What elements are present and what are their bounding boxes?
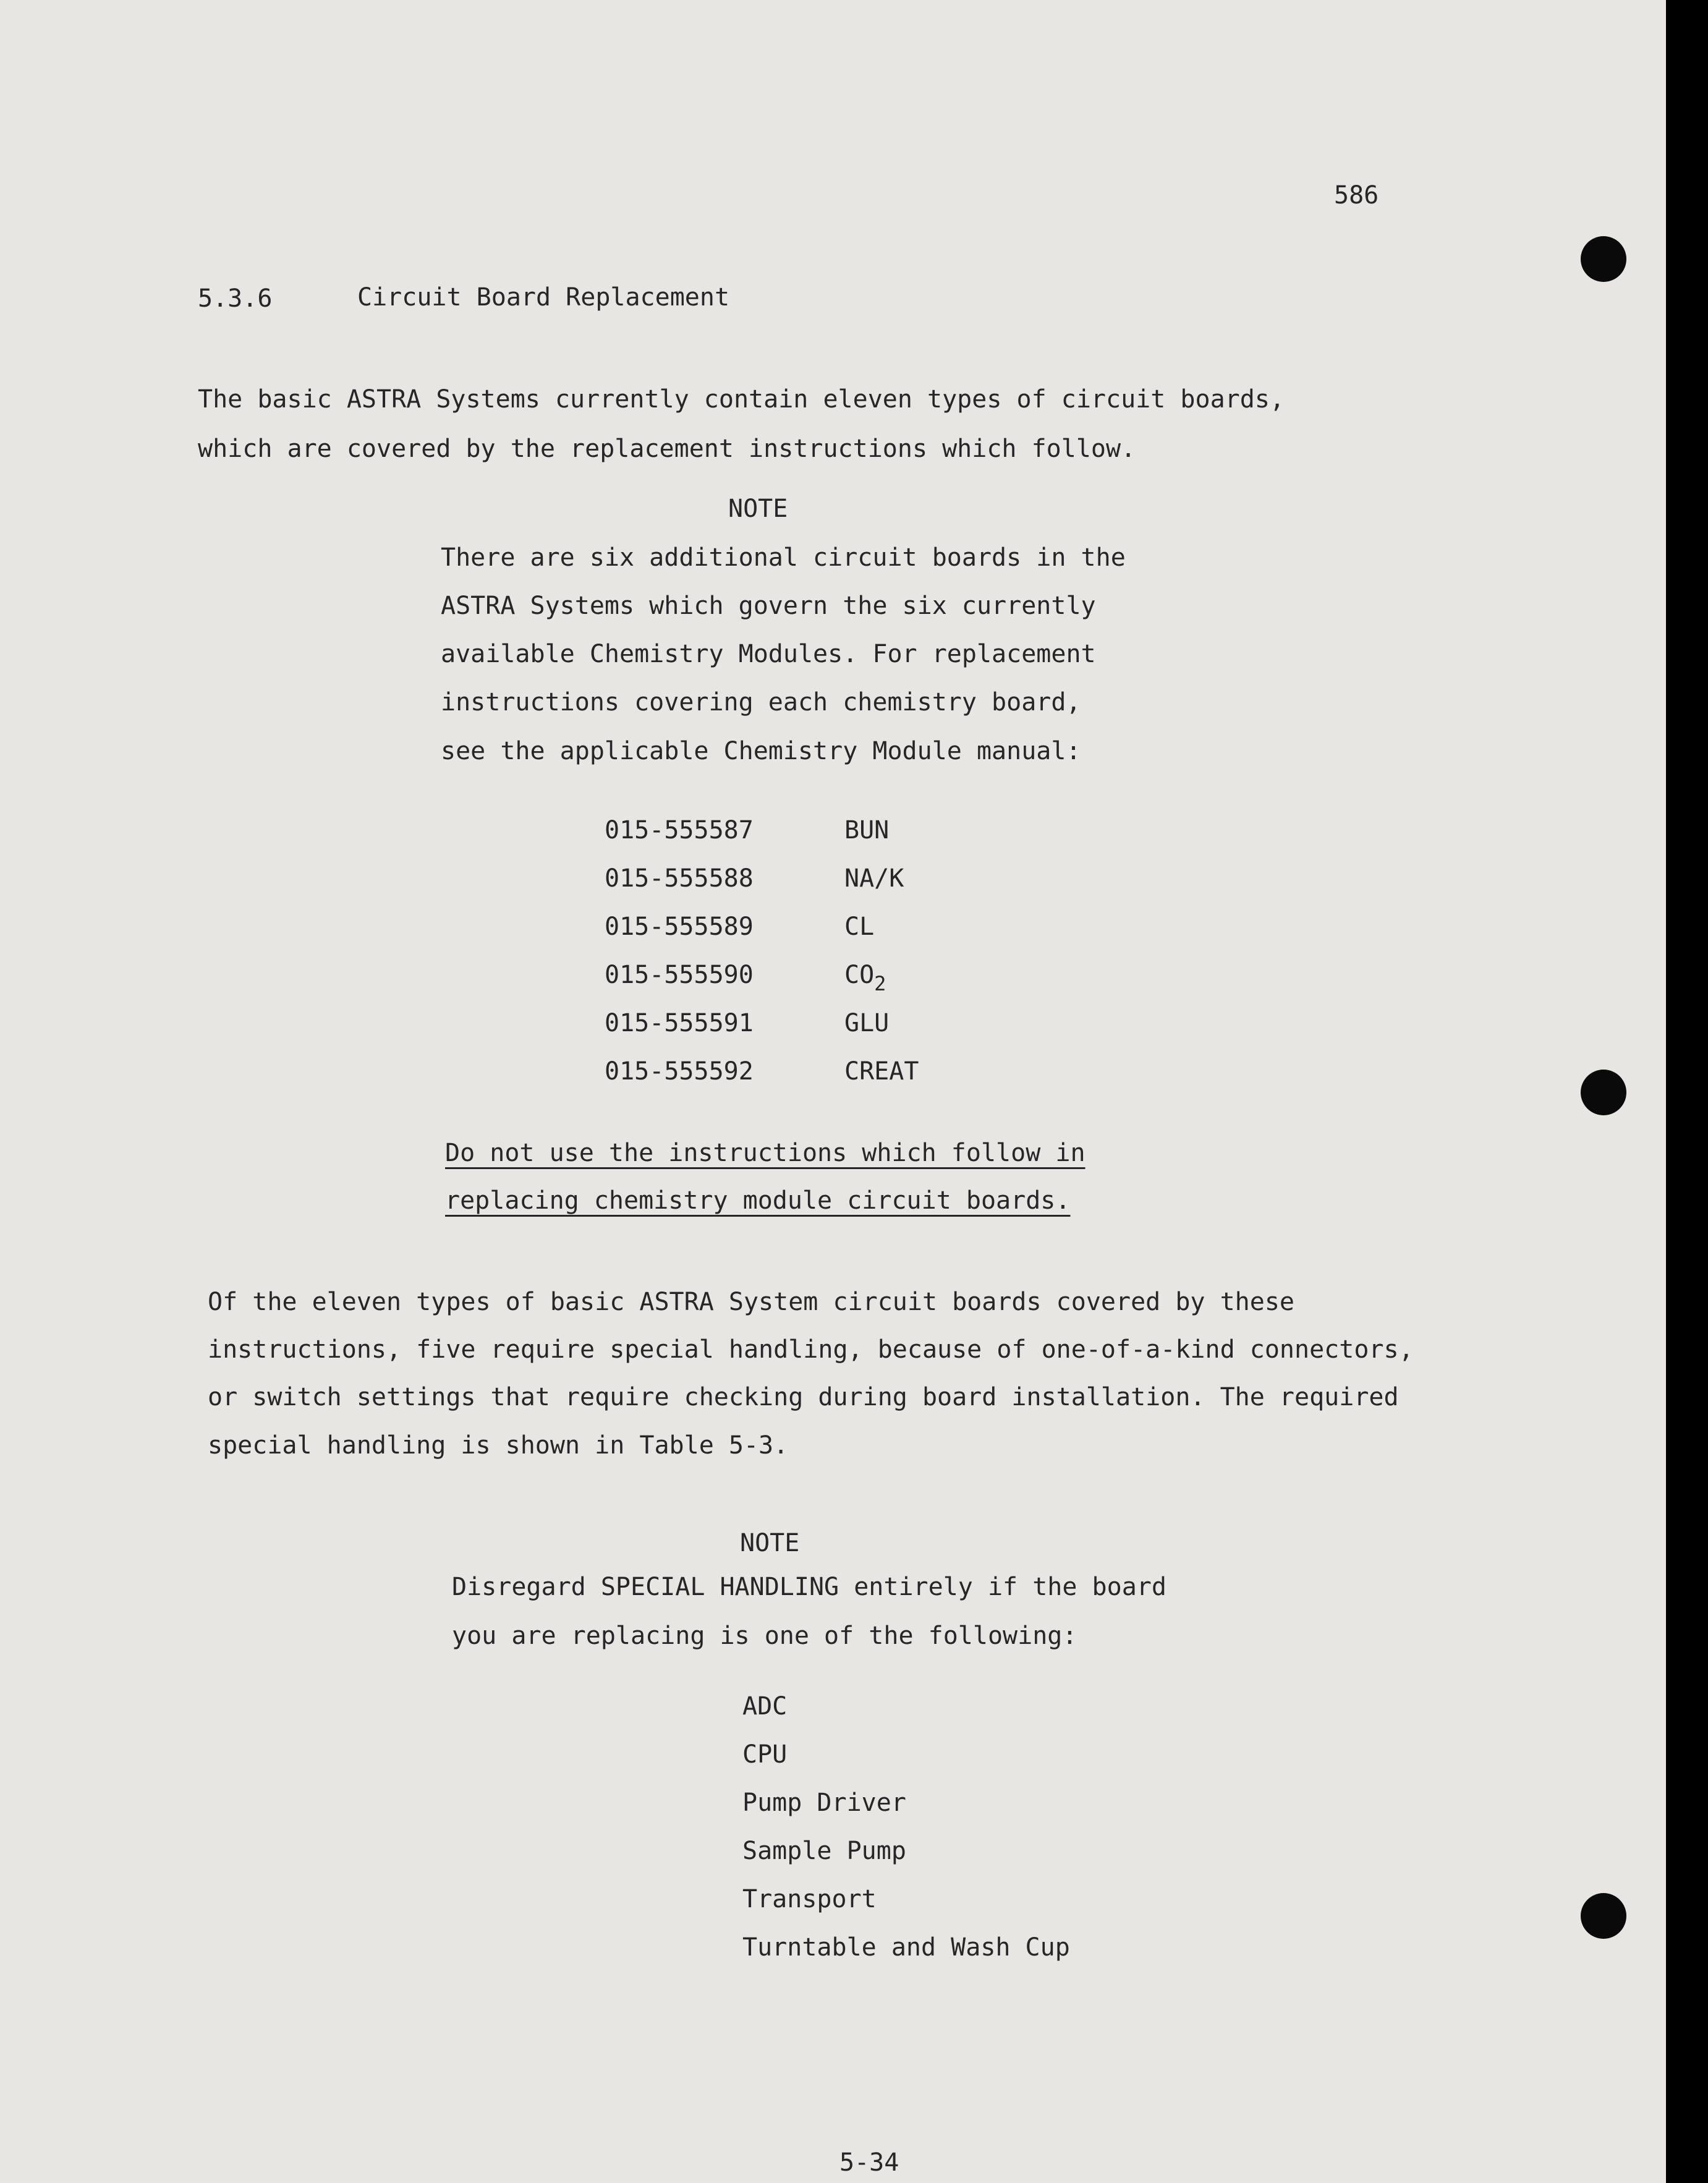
board-list-item: CPU [742,1740,788,1769]
note1-line-2: ASTRA Systems which govern the six currently [441,592,1096,620]
body2-line-3: or switch settings that require checking during board installation. The required [208,1383,1399,1411]
manual-module-subscript: 2 [874,972,886,995]
manual-part: 015-555590 [605,961,754,989]
note1-line-3: available Chemistry Modules. For replacement [441,640,1096,668]
note2-line-1: Disregard SPECIAL HANDLING entirely if the board [452,1573,1166,1601]
note1-heading: NOTE [728,495,788,523]
manual-module: CREAT [844,1057,919,1086]
note1-warning-line-2: replacing chemistry module circuit boards. [445,1186,1071,1215]
page-number-bottom: 5-34 [839,2148,899,2177]
body2-line-4: special handling is shown in Table 5-3. [208,1431,789,1460]
manual-module: GLU [844,1009,890,1037]
note1-line-5: see the applicable Chemistry Module manual: [441,737,1081,765]
manual-part: 015-555592 [605,1057,754,1086]
note1-warning-line-1: Do not use the instructions which follow in [445,1139,1086,1167]
intro-line-2: which are covered by the replacement instructions which follow. [198,435,1136,463]
intro-line-1: The basic ASTRA Systems currently contain eleven types of circuit boards, [198,385,1285,414]
section-title: Circuit Board Replacement [357,283,730,312]
board-list-item: Turntable and Wash Cup [742,1933,1070,1962]
manual-part: 015-555587 [605,816,754,845]
body2-line-2: instructions, five require special handling, because of one-of-a-kind connectors, [208,1335,1414,1364]
manual-part: 015-555591 [605,1009,754,1037]
manual-module [844,961,886,995]
note1-line-4: instructions covering each chemistry board, [441,688,1081,717]
manual-module: NA/K [844,864,904,893]
note2-heading: NOTE [740,1529,800,1557]
page-number-top: 586 [1334,181,1379,210]
manual-module-text: CO [844,961,875,989]
board-list-item: Sample Pump [742,1837,906,1865]
board-list-item: Pump Driver [742,1789,906,1817]
manual-module: BUN [844,816,890,845]
note1-line-1: There are six additional circuit boards in the [441,543,1126,572]
binder-hole-top [1581,236,1626,282]
manual-part: 015-555589 [605,913,754,941]
binder-hole-bottom [1581,1893,1626,1939]
board-list-item: ADC [742,1692,788,1721]
binder-hole-middle [1581,1070,1626,1115]
body2-line-1: Of the eleven types of basic ASTRA System circuit boards covered by these [208,1288,1294,1316]
note2-line-2: you are replacing is one of the following: [452,1622,1077,1650]
manual-module: CL [844,913,875,941]
board-list-item: Transport [742,1885,877,1913]
section-number: 5.3.6 [198,284,273,313]
manual-part: 015-555588 [605,864,754,893]
